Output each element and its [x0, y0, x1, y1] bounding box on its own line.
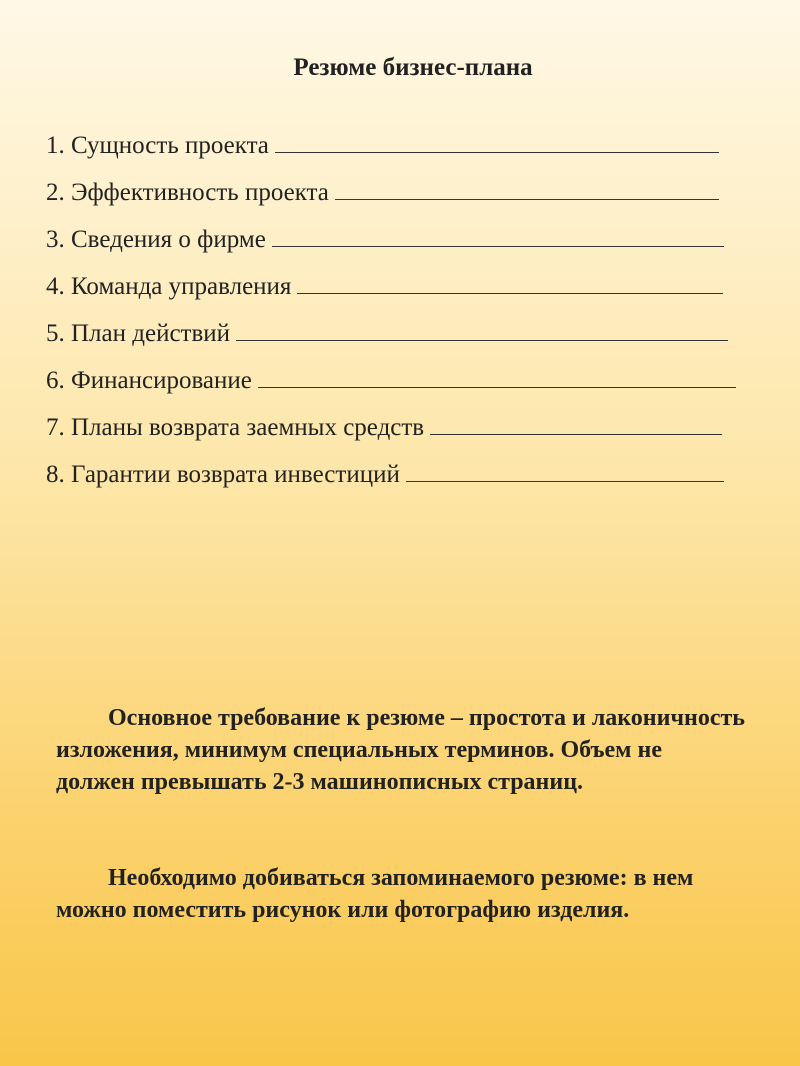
fill-in-line[interactable] — [275, 130, 719, 153]
list-item-label: 2. Эффективность проекта — [46, 179, 329, 206]
list-item — [46, 459, 736, 506]
list-item-label: 1. Сущность проекта — [46, 132, 269, 159]
list-item — [46, 318, 736, 365]
fill-in-line[interactable] — [272, 224, 724, 247]
fill-in-line[interactable] — [236, 318, 728, 341]
fill-in-line[interactable] — [335, 177, 719, 200]
list-item — [46, 271, 736, 318]
list-item — [46, 412, 736, 459]
list-item-label: 6. Финансирование — [46, 367, 252, 394]
fill-in-line[interactable] — [297, 271, 723, 294]
page-title: Резюме бизнес-плана — [293, 54, 533, 81]
list-item — [46, 130, 736, 177]
summary-sections-list — [46, 130, 736, 506]
list-item-label: 8. Гарантии возврата инвестиций — [46, 461, 400, 488]
list-item — [46, 365, 736, 412]
list-item-label: 5. План действий — [46, 320, 231, 347]
list-item — [46, 224, 736, 271]
memorability-note: Необходимо добиваться запоминаемого резюме: в нем можно поместить рисунок или фотографию изделия. — [56, 865, 694, 923]
list-item — [46, 177, 736, 224]
list-item-label: 7. Планы возврата заемных средств — [46, 414, 425, 441]
fill-in-line[interactable] — [430, 412, 722, 435]
list-item-label: 4. Команда управления — [46, 273, 292, 300]
list-item-label: 3. Сведения о фирме — [46, 226, 266, 253]
requirement-note: Основное требование к резюме – простота и лаконичность изложения, минимум специальных терминов. Объем не должен превышать 2-3 машинописных страниц. — [56, 705, 745, 795]
fill-in-line[interactable] — [258, 365, 736, 388]
fill-in-line[interactable] — [406, 459, 724, 482]
